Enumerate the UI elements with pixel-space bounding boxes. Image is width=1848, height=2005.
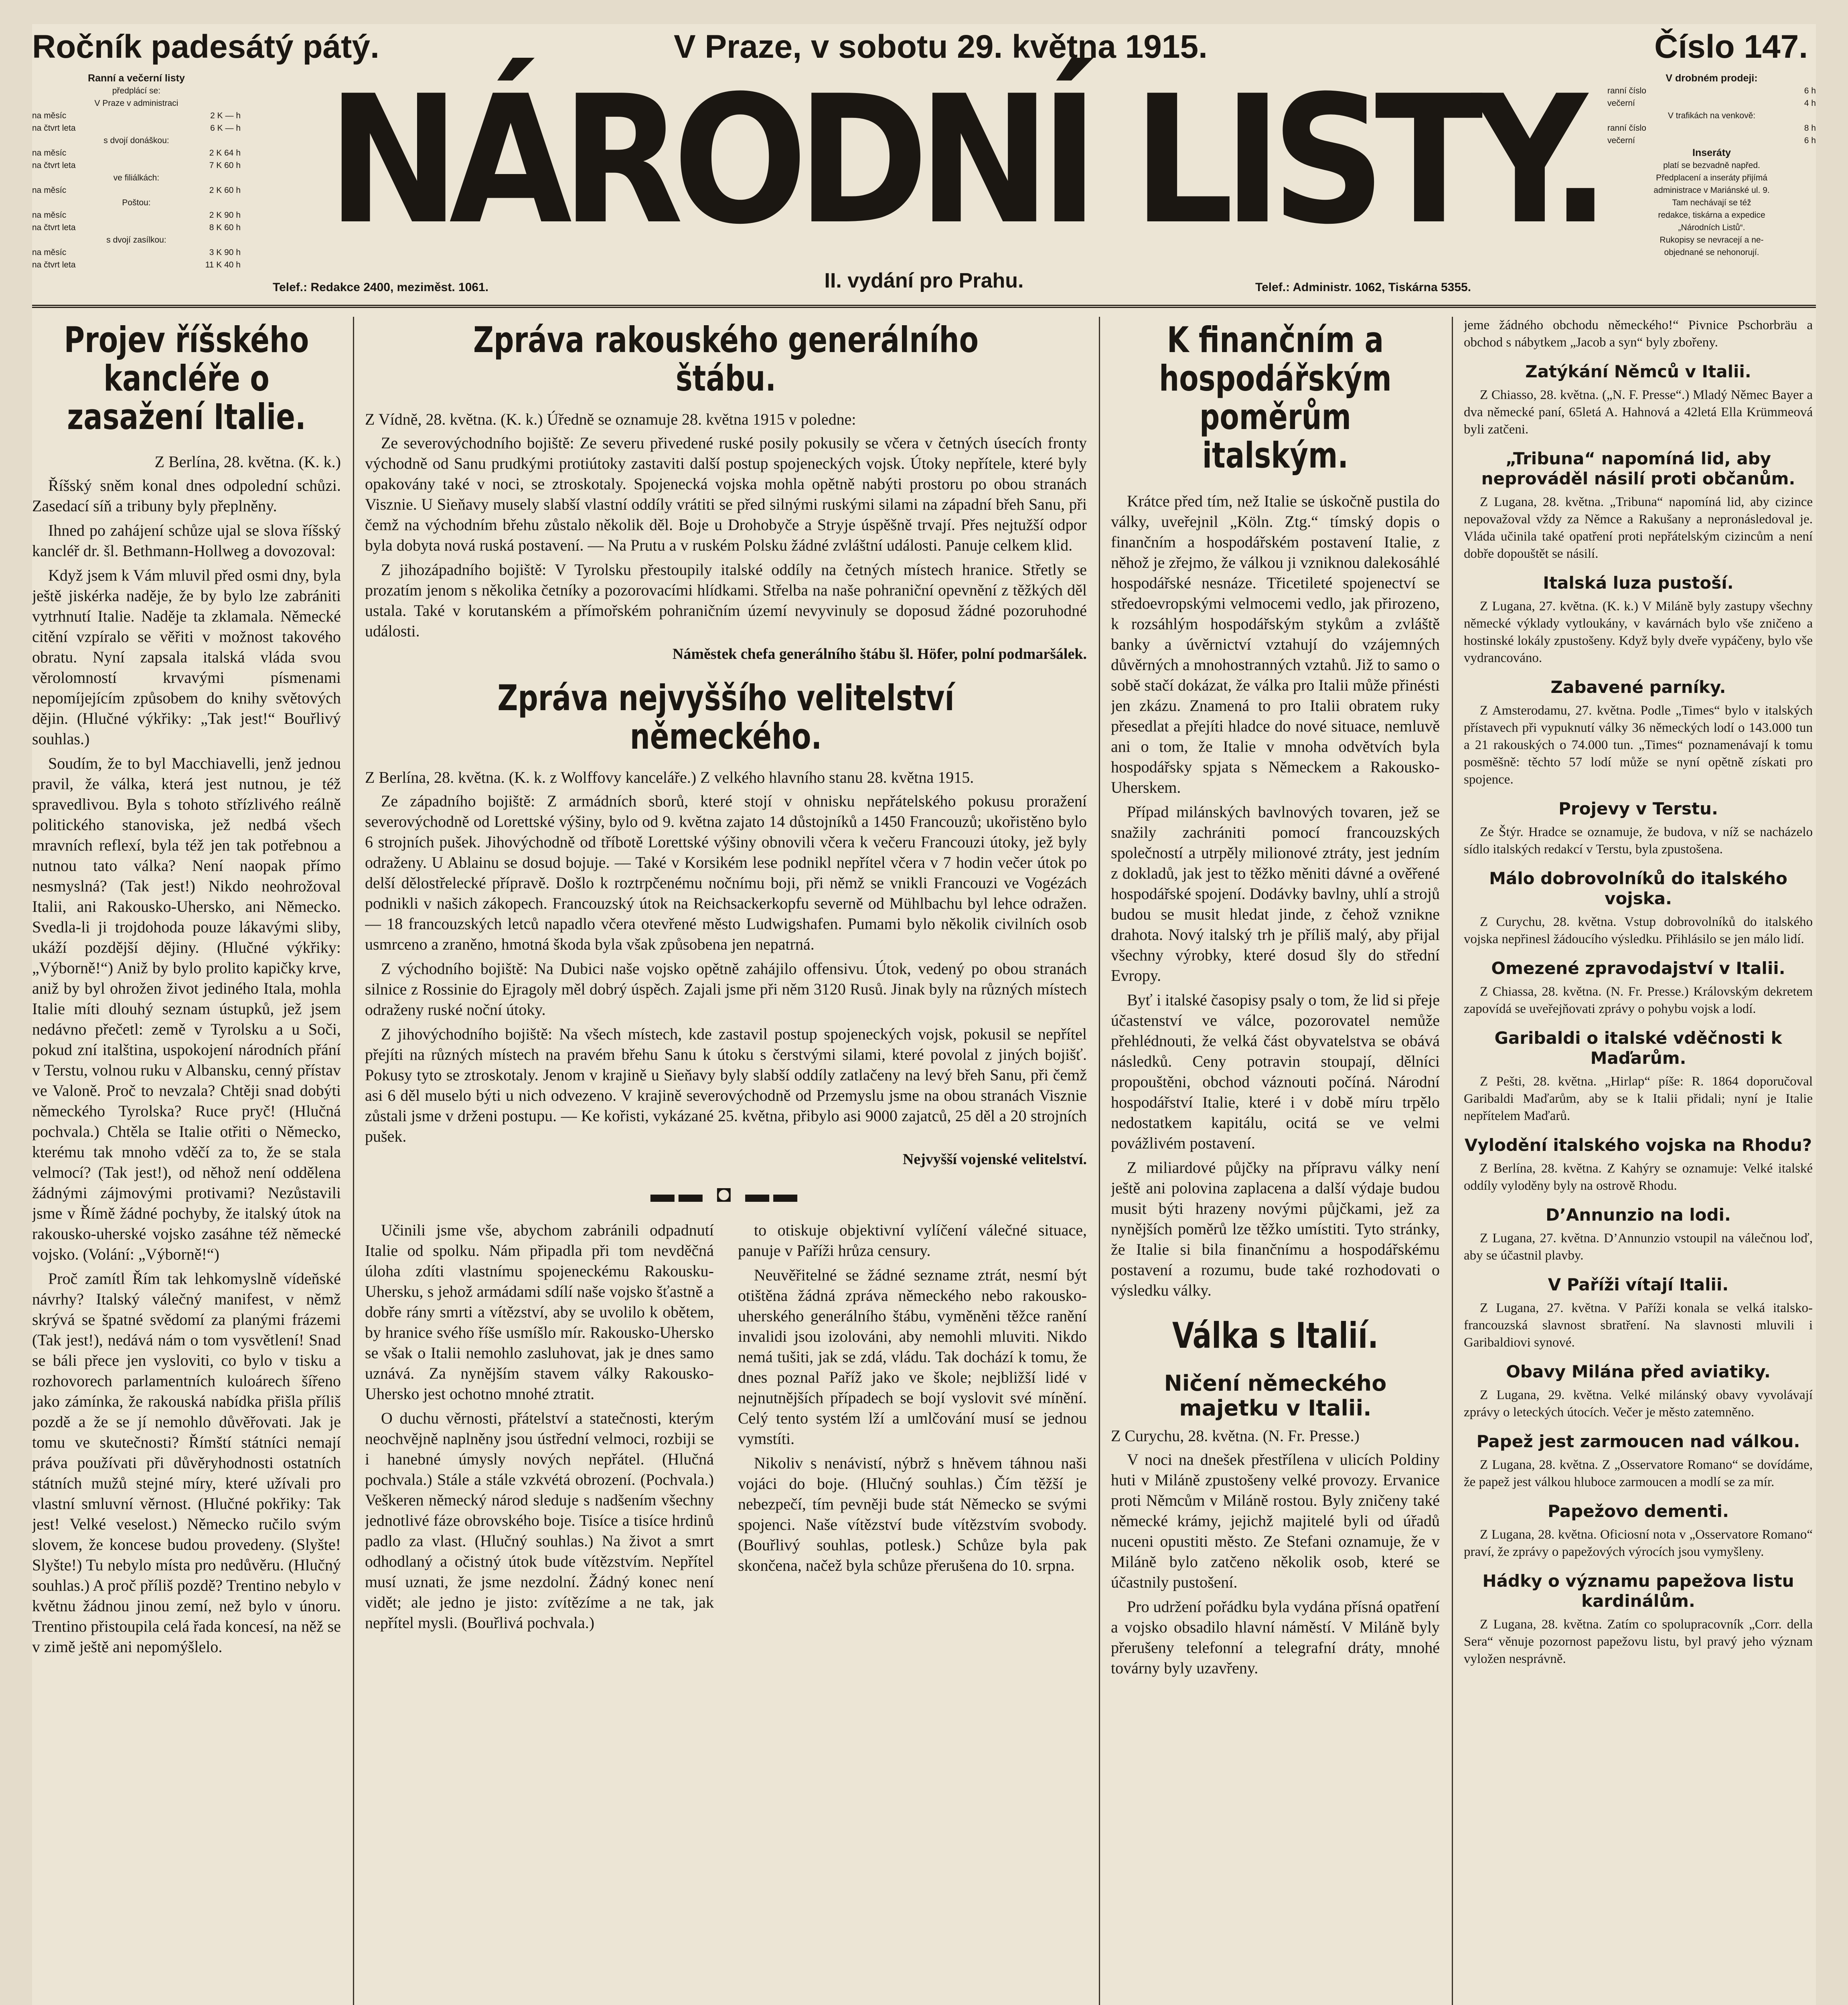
column-rule [1452,317,1453,2005]
short-news-text: Z Lugana, 28. května. „Tribuna“ napomíná lid, aby cizince nepovažoval vždy za Němce a Rakušany a nepronásledoval je. Vláda učinila také opatření proti nepřátelským cizincům a není dobře dopouštět se násilí. [1464,495,1813,561]
short-news-text: Ze Štýr. Hradce se oznamuje, že budova, v níž se nacházelo sídlo italských redakcí v Terstu, byla zpustošena. [1464,825,1813,857]
row-value: 3 K 90 h [209,248,241,257]
article-paragraph: Učinili jsme vše, abychom zabránili odpadnutí Italie od spolku. Nám připadla při tom nevděčná úloha zdíti vlastnímu spojeneckému Rakousku-Uhersku, s jehož armádami sdílí naše vojsko šťastně a dobře rány smrti a vítězství, aby se uvolilo k obětem, by hranice svého říše usmíšlo mír. Rakousko-Uhersko se však o Italii nemohlo zasluhovat, jak je dnes samo uznává. Za nynějším stavem války Rakousko-Uhersko jest ochotno mnohé ztratit. [365,1221,714,1403]
headline-german-command: Zpráva nejvyššího velitelství německého. [497,677,954,757]
price-row [1607,85,1816,97]
column-chancellor [32,317,341,2005]
price-row [32,209,241,221]
article-body-property [1111,1449,1440,1678]
price-row [32,184,241,196]
short-news-title: „Tribuna“ napomíná lid, aby neprováděl násilí proti občanům. [1481,449,1795,488]
headline-chancellor: Projev říšského kancléře o zasažení Italie. [64,319,309,437]
row-value: 6 K — h [210,124,241,133]
row-value: 2 K 60 h [209,186,241,195]
article-paragraph: Z jihovýchodního bojiště: Na všech místech, kde zastavil postup spojeneckých vojsk, pokusil se nepřítel přejíti na různých místech na pravém břehu Sanu k útoku s čerstvými silami, které povolal z jiných bojišť. Pokusy tyto se ztroskotaly. Jenom v krajině u Sieňavy byly slabší oddíly zatlačeny na levý břeh Sanu, při čemž asi 6 děl muselo býti u nich odvezeno. V krajině severovýchodně od Przemyslu jsme na obou stranách Visznie zůstali jsme v drženi postupu. — Ke kořisti, vykázané 25. května, přibylo asi 9000 zajatců, 25 děl a 20 strojních pušek. [365,1025,1087,1145]
price-row [32,246,241,259]
short-news-title: Hádky o významu papežova listu kardinálům. [1482,1571,1794,1611]
ads-line: Předplacení a inseráty přijímá [1656,173,1767,182]
row-label: na čtvrt leta [32,161,76,170]
row-value: 2 K — h [210,111,241,120]
column-rule [1099,317,1100,2005]
short-news-text: Z Lugana, 27. května. V Paříži konala se velká italsko-francouzská slavnost sbratření. Na slavnosti mluvili i Garibaldiovi synové. [1464,1301,1813,1350]
short-news-title: V Paříži vítají Italii. [1548,1275,1729,1294]
row-value: 4 h [1804,99,1816,108]
row-label: na čtvrt leta [32,223,76,232]
row-label: na měsíc [32,186,67,195]
row-label: večerní [1607,136,1635,145]
row-value: 6 h [1804,86,1816,95]
newspaper-page [32,24,1816,2005]
price-row [32,122,241,134]
issue-number: Číslo 147. [1654,28,1808,65]
short-news-text: Z Pešti, 28. května. „Hirlap“ píše: R. 1864 doporučoval Garibaldi Maďarům, aby se k Italii přidali; nyní je Italie nepřítelem Maďarů. [1464,1074,1813,1123]
row-value: 8 h [1804,124,1816,133]
short-news-title: Zatýkání Němců v Italii. [1525,362,1751,381]
article-body-austrian-staff [365,433,1087,641]
masthead-rule [32,305,1816,308]
ads-line: Tam nechávají se též [1672,198,1751,207]
row-label: na měsíc [32,248,67,257]
price-row [32,221,241,234]
price-title: V drobném prodeji: [1666,73,1758,84]
ads-lines [1607,159,1816,259]
short-news-title: Papež jest zarmoucen nad válkou. [1476,1432,1800,1451]
dateline-german-command: Z Berlína, 28. května. (K. k. z Wolffovy kanceláře.) Z velkého hlavního stanu 28. května 1915. [365,768,974,786]
section-title-property: Ničení německého majetku v Italii. [1164,1371,1387,1421]
short-news-text: Z Lugana, 27. května. D’Annunzio vstoupil na válečnou loď, aby se účastnil plavby. [1464,1231,1813,1263]
price-subtitle: V trafikách na venkově: [1668,111,1756,120]
article-paragraph: Když jsem k Vám mluvil před osmi dny, byla ještě jiskérka naděje, že by bylo lze zabrániti vytrhnutí Italie. Naděje ta zklamala. Německé citění vzpíralo se věřiti v možnost takového obratu. Nyní zapsala italská vláda svou věrolomností krvavými písmenami nepomíjejícím způsobem do knihy světových dějin. (Hlučné výkřiky: „Tak jest!“ Bouřlivý souhlas.) [32,566,341,748]
short-news-title: D’Annunzio na lodi. [1546,1205,1731,1225]
ornament-divider: ▬▬ ◘ ▬▬ [650,1181,802,1207]
short-news-title: Vylodění italského vojska na Rhodu? [1464,1135,1812,1155]
article-paragraph: Pro udržení pořádku byla vydána přísná opatření a vojsko obsadilo hlavní náměstí. V Miláně byly přerušeny telefonní a telegrafní dráty, mnohé továrny byly uzavřeny. [1111,1598,1440,1677]
short-news-title: Projevy v Terstu. [1558,799,1718,818]
subscription-section-label: ve filiálkách: [113,173,160,182]
column-staff-reports [365,317,1087,2005]
row-value: 8 K 60 h [209,223,241,232]
short-news-title: Málo dobrovolníků do italského vojska. [1489,869,1787,908]
newspaper-title: NÁRODNÍ LISTY. [327,58,1600,263]
short-news-text: Z Lugana, 28. května. Zatím co spolupracovník „Corr. della Sera“ věnuje pozornost papežovu listu, byl pravý jeho význam vyložen nesprávně. [1464,1617,1813,1666]
speech-left-column [365,1220,714,1637]
article-paragraph: O duchu věrnosti, přátelství a statečnosti, kterým neochvějně naplněny jsou ústřední velmoci, rozbiji se i hanebné úmysly nových nepřátel. (Hlučná pochvala.) Stále a stále vzkvétá obrození. (Pochvala.) Veškeren německý národ sleduje s nadšením všechny jednotlivé fáze obrovského boje. Tisíce a tisíce hrdinů padlo za vlast. (Hlučný souhlas.) Na život a smrt odhodlaný a očistný útok bude vítězstvím. Nepřítel musí uznati, že jsme nezdolní. Žádný konec není vidět; ale jedno je jisto: zvítězíme a ne tak, jak nepřítel mysli. (Bouřlivá pochvala.) [365,1409,714,1632]
subscription-title: Ranní a večerní listy [88,73,185,84]
ads-line: redakce, tiskárna a expedice [1658,211,1765,220]
price-row [1607,134,1816,147]
article-paragraph: Soudím, že to byl Macchiavelli, jenž jednou pravil, že válka, která jest nutnou, je též spravedlivou. Byla s tohoto střízlivého reálně politického stanoviska, jež nedbá všech mravních reflexí, byla též jen tak potřebnou a nutnou tato válka? Není naopak přímo nesmyslná? (Tak jest!) Nikdo neohrožoval Italii, ani Rakousko-Uhersko, ani Německo. Svedla-li ji trojdohoda pouze lákavými sliby, ukáží pozdější dějiny. (Hlučné výkřiky: „Výborně!“) Aniž by bylo prolito kapičky krve, aniž by byl ohrožen život jediného Itala, mohla Italie míti dlouhý seznam ústupků, jež jsem nedávno přečetl: země v Tyrolsku a u Soči, pokud zní italština, uspokojení národních přání v Terstu, volnou ruku v Albansku, cenný přístav ve Valoně. Proč to nevzala? Chtěji snad dobýti německého Tyrolska? Ruce pryč! (Hlučná pochvala.) Chtěla se Italie otřiti o Německo, kterému tak mnoho vděčí za to, že se stala velmocí? (Tak jest!), od něhož není oddělena žádnými zájmovými protivami? Nezůstavili jsme v Římě žádné pochyby, že italský útok na rakousko-uherské vojsko zasáhne též německé vojsko. (Volání: „Výborně!“) [32,754,341,1263]
dateline-property: Z Curychu, 28. května. (N. Fr. Presse.) [1111,1427,1360,1445]
short-news-text: Z Chiassa, 28. května. (N. Fr. Presse.) Královským dekretem zapovídá se uveřejňovati zprávy o pohybu vojsk a lodí. [1464,984,1813,1016]
article-paragraph: Z východního bojiště: Na Dubici naše vojsko opětně zahájilo offensivu. Útok, vedený po obou stranách silnice z Rossinie do Ejragoly měl dobrý úspěch. Zajali jsme při něm 3120 Rusů. Jinak byly na různých místech odraženy ruské noční útoky. [365,960,1087,1019]
article-paragraph: Případ milánských bavlnových tovaren, jež se snažily zachrániti pomocí francouzských společností a utrpěly milionové ztráty, jest jedním z dokladů, jak jest to těžko měniti dávné a ověřené hospodářské spojení. Dodávky bavlny, uhlí a strojů budou se musit hledat jinde, z čehož vznikne drahota. Nový italský trh je příliš malý, aby přijal všechny výrobky, které dosud šly do střední Evropy. [1111,803,1440,984]
headline-finance: K finančním a hospodářským poměrům italským. [1159,319,1392,476]
dateline-chancellor: Z Berlína, 28. května. (K. k.) [154,453,341,471]
short-news-title: Italská luza pustoší. [1543,573,1734,593]
ads-line: Rukopisy se nevracejí a ne- [1660,235,1764,245]
subscription-section-label: Poštou: [122,198,151,207]
price-row [32,109,241,122]
price-rows-countryside [1607,122,1816,147]
column-finance [1111,317,1440,2005]
short-news-text: Z Lugana, 29. května. Velké milánský obavy vyvolávají zprávy o leteckých útocích. Večer je město zatemněno. [1464,1388,1813,1420]
article-paragraph: Krátce před tím, než Italie se úskočně pustila do války, uveřejnil „Köln. Ztg.“ tímský dopis o finančním a hospodářském postavení Italie, z něhož je zřejmo, že válkou ji vzniknou dalekosáhlé hospodářské nesnáze. Třicetileté spojenectví se středoevropskými velmocemi vedlo, jak přirozeno, k rozsáhlým hospodářským stykům a zvláště banky a úvěrnictví vztahují do vzájemných důvěrných a mnohostranných vztahů. Již to samo o sobě stačí dokázat, že válka pro Italii může přinésti jen zkázu. Znamená to pro Italii obratem ruky přesedlat a přejíti hladce do nové situace, nemluvě ani o tom, že Italie v mnoha odvětvích byla hospodářsky spjata s Německem a Rakousko-Uherskem. [1111,492,1440,796]
subscription-subtitle: předplácí se: [112,86,161,95]
ads-line: objednané se nehonorují. [1664,248,1759,257]
article-body-finance [1111,491,1440,1300]
short-news-list [1464,362,1813,1668]
article-paragraph: to otiskuje objektivní vylíčení válečné situace, panuje v Paříži hrůza censury. [738,1221,1087,1260]
article-body-chancellor [32,475,341,1657]
short-news-text: Z Chiasso, 28. května. („N. F. Presse“.) Mladý Němec Bayer a dva německé paní, 65letá A. Hahnová a 42letá Ella Krümmeová byli zatčeni. [1464,388,1813,437]
subscription-section-label: V Praze v administraci [94,99,178,108]
row-value: 7 K 60 h [209,161,241,170]
row-label: ranní číslo [1607,86,1646,95]
price-row [1607,122,1816,134]
ads-line: administrace v Mariánské ul. 9. [1653,186,1770,195]
row-label: večerní [1607,99,1635,108]
article-paragraph: Říšský sněm konal dnes odpolední schůzi. Zasedací síň a tribuny byly přeplněny. [32,476,341,515]
speech-continuation [365,1220,1087,1637]
speech-right-column [738,1220,1087,1637]
column-short-news [1464,317,1813,2005]
row-value: 11 K 40 h [205,260,241,269]
price-rows [1607,85,1816,109]
row-value: 6 h [1804,136,1816,145]
date-line: V Praze, v sobotu 29. května 1915. [674,28,1208,65]
administrace-phone: Telef.: Administr. 1062, Tiskárna 5355. [1255,281,1471,294]
short-news-text: Z Lugana, 28. května. Z „Osservatore Romano“ se dovídáme, že papež jest válkou hluboce zarmoucen a modlí se za mír. [1464,1458,1813,1489]
article-paragraph: V noci na dnešek přestřílena v ulicích Poldiny huti v Miláně zpustošeny velké provozy. Ervanice proti Němcům v Miláně rostou. Byly zničeny také německé krámy, jejichž majitelé byli od úřadů nuceni opustiti město. Ze Stefani oznamuje, že v Miláně bylo zatčeno několik osob, které se účastnily pustošení. [1111,1450,1440,1591]
row-label: na měsíc [32,211,67,220]
price-row [32,159,241,172]
short-news-title: Omezené zpravodajství v Italii. [1491,958,1785,978]
signature-german-command: Nejvyšší vojenské velitelství. [902,1151,1087,1168]
short-news-title: Garibaldi o italské vděčnosti k Maďarům. [1494,1028,1782,1068]
ads-title: Inseráty [1692,147,1731,158]
short-news-text: Z Amsterodamu, 27. května. Podle „Times“ bylo v italských přístavech při vypuknutí války 36 německých lodí o 143.000 tun a 21 rakouských o 74.000 tun. „Times“ poznamenávají k tomu posměšně: těchto 57 lodí může se nyní opětně získati pro spojence. [1464,703,1813,787]
short-news-text: Z Curychu, 28. května. Vstup dobrovolníků do italského vojska nepřinesl žádoucího výsledku. Přihlásilo se jen málo lidí. [1464,915,1813,946]
article-paragraph: Proč zamítl Řím tak lehkomyslně vídeňské návrhy? Italský válečný manifest, v němž skrývá se špatné svědomí za planými frázemi (Tak jest!), nedává nám o tom vysvětlení! Snad se báli přece jen vysloviti, co bylo v tisku a rozhovorech parlamentních kuloárech šířeno jako zámínka, že rakouská nabídka přišla příliš pozdě a že se jí nemohlo důvěřovati. Jak je tomu ve skutečnosti? Římští státníci nemají práva používati při důvěryhodnosti ostatních státních mužů stejné míry, které užívali pro vlastní smluvní věrnost. (Hlučné pokřiky: Tak jest! Velké veselost.) Německo ručilo svým slovem, že koncese budou provedeny. (Slyšte! Slyšte!) Tu nebylo místa pro nedůvěru. (Hlučný souhlas.) A proč příliš pozdě? Trentino nebylo v květnu žádnou jinou zemí, než bylo v únoru. Trentino přistoupila celá řada koncesí, na něž se v zimě ještě ani nepomýšlelo. [32,1270,341,1656]
redakce-phone: Telef.: Redakce 2400, meziměst. 1061. [273,281,489,294]
volume-label: Ročník padesátý pátý. [32,28,379,65]
short-news-text: Z Lugana, 28. května. Oficiosní nota v „Osservatore Romano“ praví, že zprávy o papežových výrocích jsou vymyšleny. [1464,1527,1813,1559]
row-value: 2 K 64 h [209,148,241,158]
price-row [32,147,241,159]
row-label: ranní číslo [1607,124,1646,133]
row-value: 2 K 90 h [209,211,241,220]
price-box [1607,72,1816,265]
subscription-box [32,72,241,301]
subscription-section-label: s dvojí zasílkou: [106,235,166,245]
row-label: na měsíc [32,148,67,158]
row-label: na měsíc [32,111,67,120]
short-news-title: Zabavené parníky. [1550,677,1726,697]
article-paragraph: Z miliardové půjčky na přípravu války není ještě ani polovina zaplacena a další výdaje budou musit býti hrazeny novými půjčkami, jež za nynějších poměrů lze těžko umístiti. Tyto stránky, že Italie si bila finančnímu a hospodářskému postavení a rozumu, bude také rozhodovati o výsledku války. [1111,1158,1440,1299]
row-label: na čtvrt leta [32,260,76,269]
short-news-text: Z Berlína, 28. května. Z Kahýry se oznamuje: Velké italské oddíly vyloděny byly na ostrově Rhodu. [1464,1161,1813,1193]
article-paragraph: Ihned po zahájení schůze ujal se slova říšský kancléř dr. šl. Bethmann-Hollweg a dovozoval: [32,521,341,560]
article-paragraph: Nikoliv s nenávistí, nýbrž s hněvem táhnou naši vojáci do boje. (Hlučný souhlas.) Čím těžší je nebezpečí, tím pevněji bude stát Německo se svými spojenci. Naše vítězství bude vítězstvím svobody. (Bouřlivý souhlas, potlesk.) Schůze byla pak skončena, načež byla schůze přerušena do 10. srpna. [738,1454,1087,1574]
article-paragraph: Ze západního bojiště: Z armádních sborů, které stojí v ohnisku nepřátelského pokusu proražení severovýchodně od Lorettské výšiny, bylo od 9. května zajato 14 důstojníků a 1450 Francouzů; ukořistěno bylo 6 strojních pušek. Jihovýchodně od tříbotě Lorettské výšiny obnovili včera k večeru Francouzi útoky, jež byly odraženy. U Ablainu se dosud bojuje. — Také v Korsikém lese podnikl nepřítel včera v 7 hodin večer útok po delší dělostřelecké přípravě. Došlo k roztrpčenému nočnímu boji, při němž se vnikli Francouzi ve Vogézách podnikli v našich zákopech. Francouzský útok na Reichsackerkopfu severně od Mühlbachu byl lehce odražen. — 18 francouzských letců napadlo včera otevřené město Ludwigshafen. Pumami bylo několik civilních osob usmrceno a zraněno, hmotná škoda byla však způsobena jen nepatrná. [365,792,1087,953]
article-paragraph: Neuvěřitelné se žádné sezname ztrát, nesmí být otištěna žádná zpráva německého nebo rakousko-uherského generálního štábu, vyměněni těžce ranění invalidi jsou izolováni, aby nemohli mluviti. Nikdo nemá tušiti, jak se zdá, vládu. Tak dochází k tomu, že dnes poznal Paříž jako ve škole; nejbližší lidé v nejnutnějších případech se bojí vyslovit své mínění. Celý tento systém lží a umlčování musí se jednou vymstíti. [738,1266,1087,1448]
short-news-title: Papežovo dementi. [1548,1501,1729,1521]
ads-line: platí se bezvadně napřed. [1663,161,1760,170]
dateline-austrian-staff: Z Vídně, 28. května. (K. k.) Úředně se oznamuje 28. května 1915 v poledne: [365,410,856,428]
headline-austrian-staff: Zpráva rakouského generálního štábu. [473,319,979,399]
subscription-sections [32,97,241,271]
article-paragraph: Z jihozápadního bojiště: V Tyrolsku přestoupily italské oddíly na četných místech hranice. Střetly se prozatím jenom s několika četníky a pozorovacími hlídkami. Střelba na naše pohraniční opevnění z těžkých děl ustala. Také v korutanském a přímořském pohraničním území nevyvinuly se doposud žádné pozoruhodné události. [365,561,1087,640]
subscription-section-label: s dvojí donáškou: [103,136,169,145]
price-row [1607,97,1816,109]
column-rule [353,317,354,2005]
article-paragraph: Ze severovýchodního bojiště: Ze severu přivedené ruské posily pokusily se včera v četných úsecích fronty východně od Sanu prudkými protiútoky zastaviti další postup spojeneckých vojsk. Útoky nepřítele, které byly opakovány také v noci, se ztroskotaly. Spojenecká vojska mohla opětně nabýti prostoru po obou stranách Visznie. U Sieňavy musely slabší vlastní oddíly vrátiti se před silnými ruskými silami na západní břeh Sanu, při čemž na východním břehu zůstalo několik děl. Boje u Drohobyče a Stryje úspěšně trvají. Přes nejtužší odpor byla dobyta nová ruská postavení. — Na Prutu a v ruském Polsku žádné zvláštní události. Panuje celkem klid. [365,434,1087,554]
short-news-text: Z Lugana, 27. května. (K. k.) V Miláně byly zastupy všechny německé výklady vytloukány, v kavárnách bylo vše zničeno a hostinské lokály zpustošeny. Když byly dveře vypáčeny, bylo vše vydrancováno. [1464,599,1813,665]
signature-hofer: Náměstek chefa generálního štábu šl. Höfer, polní podmaršálek. [672,646,1087,662]
headline-war-italy: Válka s Italií. [1172,1315,1378,1356]
short-news-title: Obavy Milána před aviatiky. [1506,1362,1771,1381]
article-body-german-command [365,791,1087,1146]
edition-label: II. vydání pro Prahu. [824,269,1024,292]
lead-paragraph: jeme žádného obchodu německého!“ Pivnice Pschorbräu a obchod s nábytkem „Jacob a syn“ byly zbořeny. [1464,318,1813,350]
ads-line: „Národních Listů“. [1678,223,1745,232]
row-label: na čtvrt leta [32,124,76,133]
article-paragraph: Byť i italské časopisy psaly o tom, že lid si přeje účastenství ve válce, pozorovatel nemůže přehlédnouti, že velká část obyvatelstva se obává následků. Ceny potravin stoupají, dělníci propouštěni, obchod váznouti počíná. Národní hospodářství Italie, které i v době míru trpělo nedostatkem kapitálu, ocitá se ve velmi povážlivém postavení. [1111,991,1440,1152]
